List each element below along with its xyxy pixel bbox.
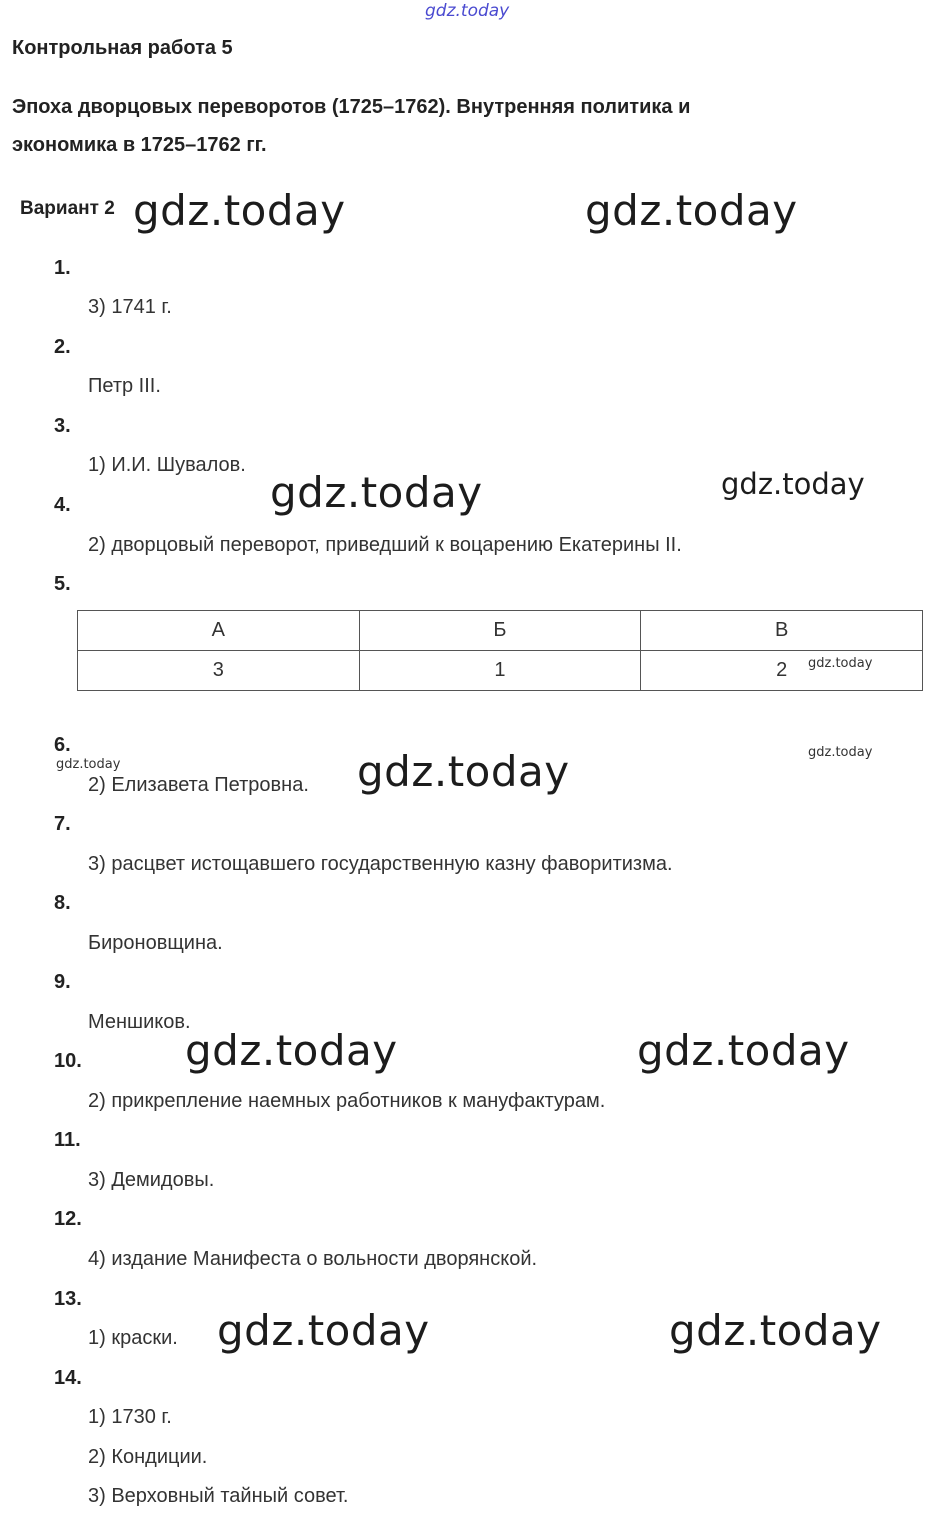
table-row	[78, 651, 923, 691]
table-header-cell: В	[641, 611, 923, 651]
question-answer: 2) дворцовый переворот, приведший к воцарению Екатерины II.	[88, 534, 682, 556]
watermark: gdz.today	[133, 186, 346, 235]
question-number: 13.	[54, 1288, 82, 1310]
answer-table	[77, 610, 923, 691]
question-number: 11.	[54, 1129, 81, 1151]
question-answer: 3) 1741 г.	[88, 296, 172, 318]
variant-label: Вариант 2	[20, 198, 115, 219]
question-number: 9.	[54, 971, 71, 993]
watermark-top: gdz.today	[425, 1, 510, 21]
question-answer: Меншиков.	[88, 1011, 191, 1033]
question-answer: Петр III.	[88, 375, 161, 397]
watermark: gdz.today	[808, 656, 873, 671]
question-number: 12.	[54, 1208, 82, 1230]
question-number: 7.	[54, 813, 71, 835]
page-subtitle-line1: Эпоха дворцовых переворотов (1725–1762). Внутренняя политика и	[12, 96, 691, 118]
question-answer: 3) расцвет истощавшего государственную казну фаворитизма.	[88, 853, 673, 875]
question-number: 4.	[54, 494, 71, 516]
question-number: 3.	[54, 415, 71, 437]
question-answer: 4) издание Манифеста о вольности дворянской.	[88, 1248, 538, 1270]
table-header-cell: Б	[359, 611, 641, 651]
question-answer: 1) краски.	[88, 1327, 178, 1349]
watermark: gdz.today	[56, 757, 121, 772]
question-answer: 2) Кондиции.	[88, 1446, 208, 1468]
table-cell: 2	[641, 651, 923, 691]
question-answer: 1) 1730 г.	[88, 1406, 172, 1428]
watermark: gdz.today	[637, 1026, 850, 1075]
question-number: 14.	[54, 1367, 82, 1389]
question-number: 10.	[54, 1050, 82, 1072]
watermark: gdz.today	[270, 468, 483, 517]
question-answer: Бироновщина.	[88, 932, 223, 954]
question-number: 6.	[54, 734, 71, 756]
watermark: gdz.today	[721, 467, 865, 501]
watermark: gdz.today	[185, 1026, 398, 1075]
page-title: Контрольная работа 5	[12, 37, 233, 59]
question-number: 8.	[54, 892, 71, 914]
table-header-row	[78, 611, 923, 651]
watermark: gdz.today	[217, 1306, 430, 1355]
page-subtitle-line2: экономика в 1725–1762 гг.	[12, 134, 267, 156]
watermark: gdz.today	[585, 186, 798, 235]
table-header-cell: А	[78, 611, 360, 651]
question-number: 1.	[54, 257, 71, 279]
question-answer: 2) Елизавета Петровна.	[88, 774, 309, 796]
watermark: gdz.today	[808, 745, 873, 760]
question-answer: 3) Верховный тайный совет.	[88, 1485, 349, 1507]
question-number: 2.	[54, 336, 71, 358]
watermark: gdz.today	[357, 747, 570, 796]
question-answer: 2) прикрепление наемных работников к мануфактурам.	[88, 1090, 606, 1112]
watermark: gdz.today	[669, 1306, 882, 1355]
table-cell: 1	[359, 651, 641, 691]
question-answer: 3) Демидовы.	[88, 1169, 215, 1191]
question-answer: 1) И.И. Шувалов.	[88, 454, 246, 476]
question-number: 5.	[54, 573, 71, 595]
table-cell: 3	[78, 651, 360, 691]
